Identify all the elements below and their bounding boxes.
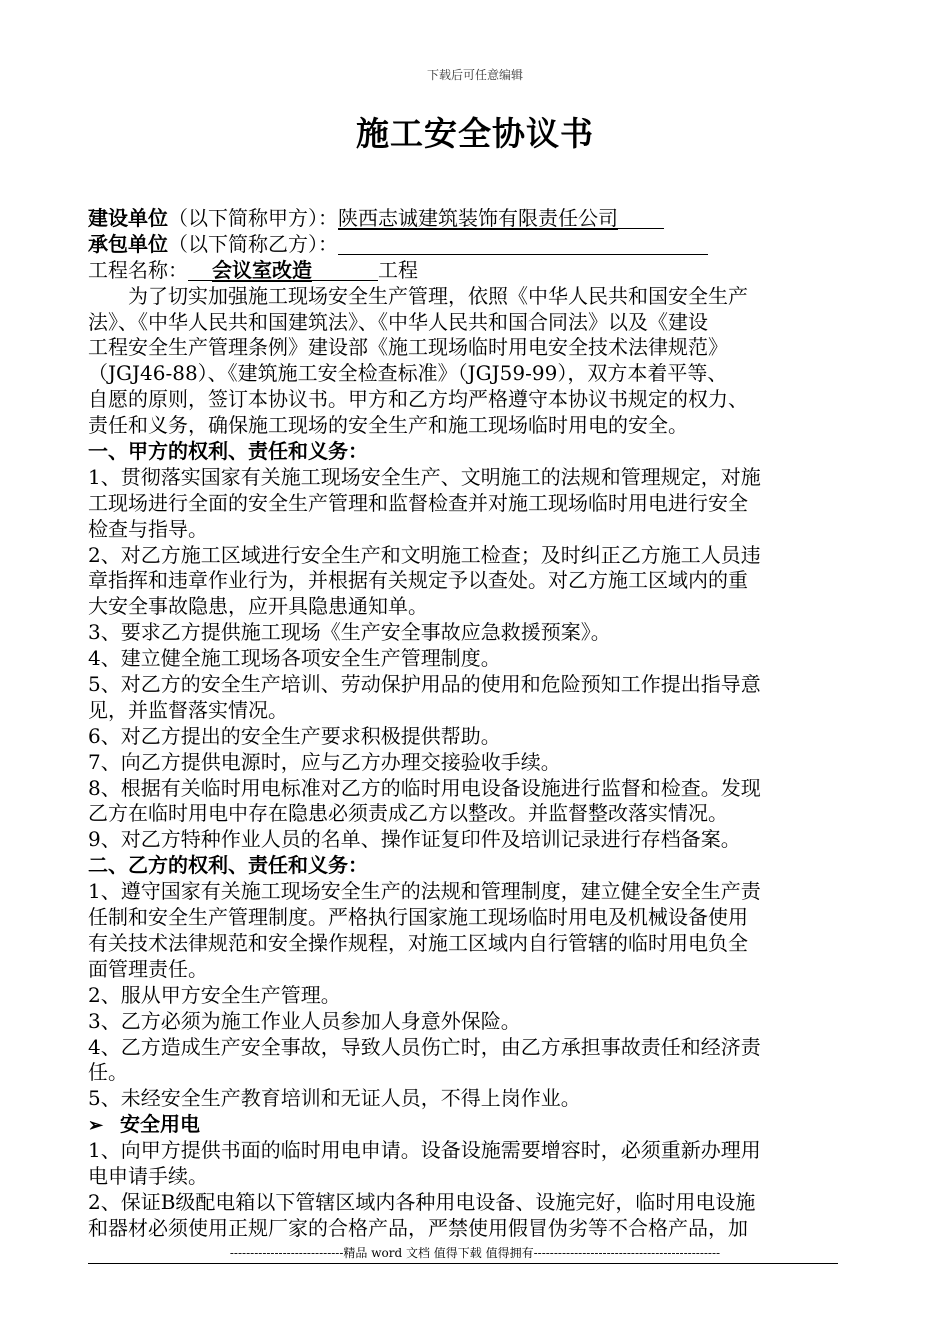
- arrow-bullet-icon: ➢: [88, 1115, 104, 1137]
- section-b-line: 有关技术法律规范和安全操作规程，对施工区域内自行管辖的临时用电负全: [88, 930, 748, 955]
- subsection-line: 2、保证B级配电箱以下管辖区域内各种用电设备、设施完好，临时用电设施: [88, 1189, 756, 1214]
- page-title: 施工安全协议书: [356, 114, 594, 153]
- section-b-line: 5、未经安全生产教育培训和无证人员，不得上岗作业。: [88, 1086, 581, 1111]
- party-b-line: [88, 232, 848, 258]
- section-b-heading: 二、乙方的权利、责任和义务：: [88, 853, 368, 878]
- section-a-line: 章指挥和违章作业行为，并根据有关规定予以查处。对乙方施工区域内的重: [88, 568, 748, 593]
- project-value: 会议室改造: [212, 257, 312, 282]
- party-a-value: 陕西志诚建筑装饰有限责任公司: [338, 206, 618, 230]
- section-a-line: 6、对乙方提出的安全生产要求积极提供帮助。: [88, 723, 501, 748]
- intro-line: 责任和义务，确保施工现场的安全生产和施工现场临时用电的安全。: [88, 413, 688, 438]
- party-a-paren: （以下简称甲方）：: [168, 206, 338, 230]
- section-b-line: 任。: [88, 1060, 128, 1085]
- subsection-heading-line: [88, 1112, 848, 1138]
- intro-line: 为了切实加强施工现场安全生产管理，依照《中华人民共和国安全生产: [128, 283, 748, 308]
- section-a-line: 3、要求乙方提供施工现场《生产安全事故应急救援预案》。: [88, 620, 611, 645]
- section-b-line: 任制和安全生产管理制度。严格执行国家施工现场临时用电及机械设备使用: [88, 905, 748, 930]
- section-a-line: 7、向乙方提供电源时，应与乙方办理交接验收手续。: [88, 749, 561, 774]
- party-a-label: 建设单位: [88, 206, 168, 230]
- intro-line: （JGJ46-88）、《建筑施工安全检查标准》（JGJ59-99），双方本着平等、: [88, 361, 728, 386]
- project-line: [88, 258, 848, 284]
- section-a-line: 工现场进行全面的安全生产管理和监督检查并对施工现场临时用电进行安全: [88, 490, 748, 515]
- party-b-blank: [338, 234, 708, 255]
- section-a-line: 8、根据有关临时用电标准对乙方的临时用电设备设施进行监督和检查。发现: [88, 775, 761, 800]
- footer-divider: [88, 1263, 838, 1264]
- subsection-line: 电申请手续。: [88, 1163, 208, 1188]
- section-b-line: 1、遵守国家有关施工现场安全生产的法规和管理制度，建立健全安全生产责: [88, 879, 761, 904]
- subsection-heading: 安全用电: [120, 1112, 200, 1137]
- subsection-line: 和器材必须使用正规厂家的合格产品，严禁使用假冒伪劣等不合格产品，加: [88, 1215, 748, 1240]
- section-b-line: 3、乙方必须为施工作业人员参加人身意外保险。: [88, 1008, 521, 1033]
- section-b-line: 面管理责任。: [88, 956, 208, 981]
- section-b-content: [88, 879, 848, 1112]
- intro-line: 自愿的原则，签订本协议书。甲方和乙方均严格遵守本协议书规定的权力、: [88, 387, 748, 412]
- section-b-line: 2、服从甲方安全生产管理。: [88, 982, 341, 1007]
- project-underline-left: [188, 260, 212, 281]
- subsection-line: 1、向甲方提供书面的临时用电申请。设备设施需要增容时，必须重新办理用: [88, 1138, 761, 1163]
- intro-line: 法》、《中华人民共和国建筑法》、《中华人民共和国合同法》以及《建设: [88, 309, 708, 334]
- section-a-line: 4、建立健全施工现场各项安全生产管理制度。: [88, 646, 501, 671]
- section-a-line: 检查与指导。: [88, 516, 208, 541]
- section-a-line: 大安全事故隐患，应开具隐患通知单。: [88, 594, 428, 619]
- party-a-underline: [618, 208, 664, 229]
- section-a-line: 见，并监督落实情况。: [88, 697, 288, 722]
- intro-line: 工程安全生产管理条例》建设部《施工现场临时用电安全技术法律规范》: [88, 335, 728, 360]
- section-a-heading: 一、甲方的权利、责任和义务：: [88, 439, 368, 464]
- header-note: 下载后可任意编辑: [426, 68, 523, 82]
- party-b-label: 承包单位: [88, 231, 168, 256]
- subsection-content: [88, 1138, 848, 1242]
- section-a-line: 9、对乙方特种作业人员的名单、操作证复印件及培训记录进行存档备案。: [88, 827, 741, 852]
- party-a-line: [88, 206, 848, 232]
- party-b-paren: （以下简称乙方）：: [168, 231, 338, 256]
- intro-paragraph: [88, 284, 848, 439]
- project-label: 工程名称：: [88, 257, 188, 282]
- section-b-line: 4、乙方造成生产安全事故，导致人员伤亡时，由乙方承担事故责任和经济责: [88, 1034, 761, 1059]
- project-underline-right: [312, 260, 378, 281]
- section-a-line: 2、对乙方施工区域进行安全生产和文明施工检查；及时纠正乙方施工人员违: [88, 542, 761, 567]
- section-a-line: 5、对乙方的安全生产培训、劳动保护用品的使用和危险预知工作提出指导意: [88, 672, 761, 697]
- footer-note: ----------------------------精品 word 文档 值得下载 值得拥有----------------------------------------------: [229, 1246, 721, 1260]
- document-body: [88, 206, 848, 1242]
- section-a-line: 1、贯彻落实国家有关施工现场安全生产、文明施工的法规和管理规定，对施: [88, 464, 761, 489]
- section-a-content: [88, 465, 848, 853]
- section-a-line: 乙方在临时用电中存在隐患必须责成乙方以整改。并监督整改落实情况。: [88, 801, 728, 826]
- project-suffix: 工程: [378, 257, 418, 282]
